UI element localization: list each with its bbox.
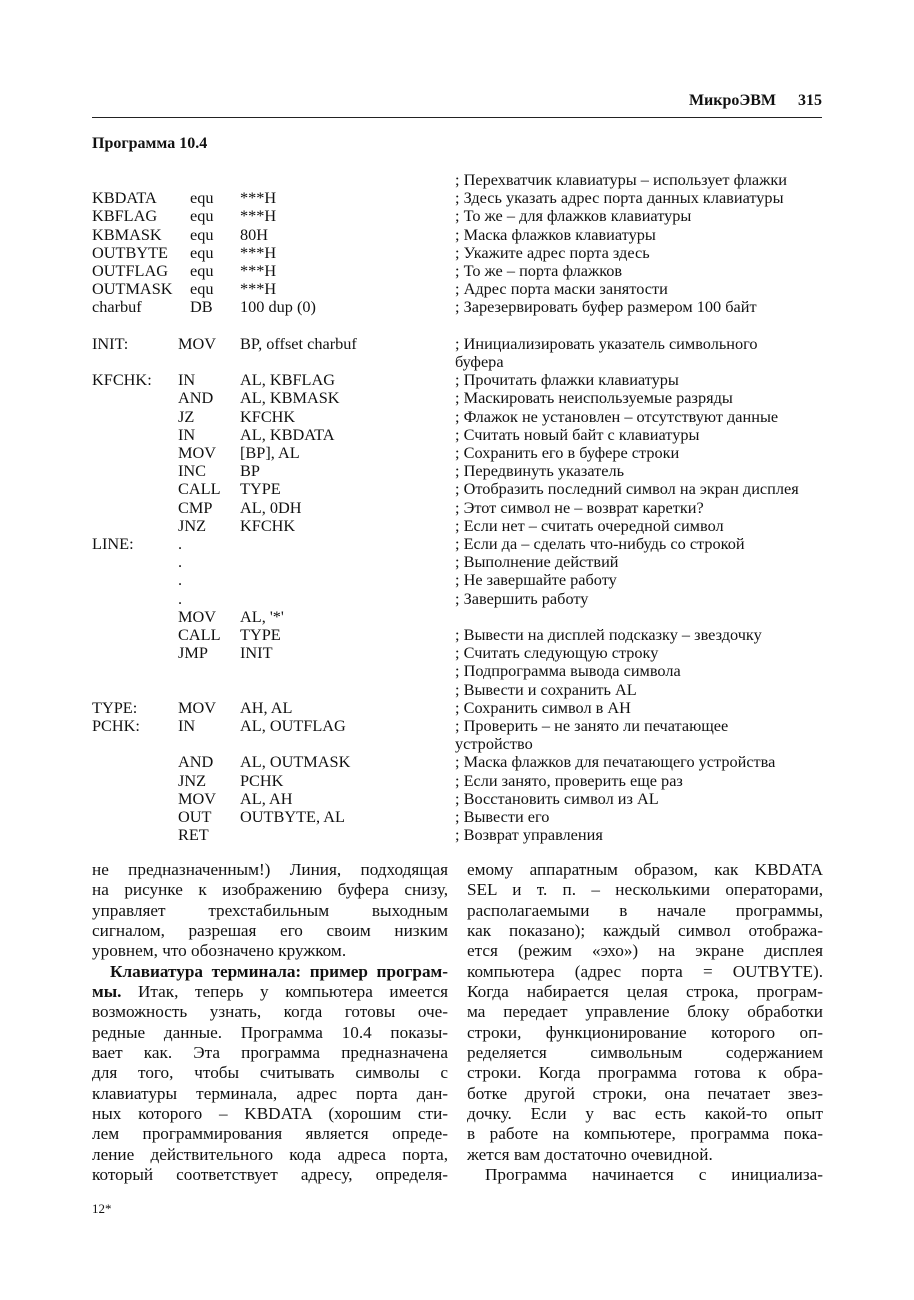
code-line xyxy=(0,535,914,553)
code-mnemonic: . xyxy=(178,570,183,590)
code-comment: ; Восстановить символ из AL xyxy=(455,788,659,808)
code-label: OUTMASK xyxy=(92,279,173,299)
text-run: клавиатуры терминала, адрес порта дан- xyxy=(92,1083,448,1103)
code-label: PCHK: xyxy=(92,716,140,735)
code-mnemonic: RET xyxy=(178,825,209,845)
code-line xyxy=(0,681,914,699)
code-mnemonic: . xyxy=(178,534,183,553)
code-comment: ; Маска флажков клавиатуры xyxy=(455,224,656,244)
code-mnemonic: CALL xyxy=(178,625,221,644)
text-line xyxy=(92,1043,448,1063)
text-run: ботке другой строки, она печатает звез- xyxy=(467,1083,823,1103)
header-rule xyxy=(92,117,822,118)
code-line xyxy=(0,462,914,480)
text-run: Когда набирается целая строка, програм- xyxy=(467,982,823,1002)
code-comment: ; Не завершайте работу xyxy=(455,570,617,590)
code-operand: [BP], AL xyxy=(240,443,300,462)
code-line xyxy=(0,590,914,608)
text-run: не предназначенным!) Линия, подходящая xyxy=(92,860,448,879)
code-mnemonic: JNZ xyxy=(178,770,207,790)
code-mnemonic: IN xyxy=(178,424,196,444)
text-run: возможность узнать, когда готовы оче- xyxy=(92,1002,448,1022)
code-mnemonic: JZ xyxy=(178,406,195,426)
code-mnemonic: . xyxy=(178,552,183,572)
text-run: ма передает управление блоку обработки xyxy=(467,1002,823,1022)
code-line xyxy=(0,517,914,535)
code-comment: ; Подпрограмма вывода символа xyxy=(455,661,681,681)
text-run: располагаемыми в начале программы, xyxy=(467,900,823,920)
code-line xyxy=(0,644,914,662)
code-line xyxy=(0,753,914,771)
code-comment: ; Вывести его xyxy=(455,807,550,826)
code-line xyxy=(0,189,914,207)
text-run: жется вам достаточно очевидной. xyxy=(467,1144,713,1164)
text-line xyxy=(467,860,823,880)
text-line xyxy=(92,1165,448,1185)
code-mnemonic: IN xyxy=(178,716,196,735)
code-operand: INIT xyxy=(240,643,273,663)
code-comment: ; Перехватчик клавиатуры – использует флажки xyxy=(455,170,787,189)
code-label: TYPE: xyxy=(92,697,138,717)
text-line xyxy=(92,901,448,921)
code-line xyxy=(0,772,914,790)
text-run: ется (режим «эхо») на экране дисплея xyxy=(467,941,823,961)
text-line xyxy=(92,880,448,900)
text-line xyxy=(92,1084,448,1104)
code-operand: BP, offset charbuf xyxy=(240,333,357,353)
code-operand: 80H xyxy=(240,224,269,244)
code-operand: ***H xyxy=(240,206,277,226)
page-number: 315 xyxy=(798,92,822,109)
text-line xyxy=(92,982,448,1002)
code-line xyxy=(0,790,914,808)
text-line xyxy=(467,962,823,982)
code-line xyxy=(0,571,914,589)
text-run: как показано); каждый символ отобража- xyxy=(467,921,823,941)
code-comment: устройство xyxy=(455,734,533,754)
code-comment: ; Прочитать флажки клавиатуры xyxy=(455,370,679,390)
code-operand: KFCHK xyxy=(240,406,296,426)
code-comment: ; Сохранить символ в AH xyxy=(455,697,631,717)
code-comment: ; Считать новый байт с клавиатуры xyxy=(455,424,700,444)
code-label: INIT: xyxy=(92,333,129,353)
text-line xyxy=(467,941,823,961)
code-mnemonic: JNZ xyxy=(178,515,207,535)
code-mnemonic: OUT xyxy=(178,807,212,826)
run-in-heading: Клавиатура терминала: пример програм- xyxy=(110,961,448,981)
text-run: уровнем, что обозначено кружком. xyxy=(92,941,347,961)
text-run: в работе на компьютере, программа пока- xyxy=(467,1124,823,1144)
text-line xyxy=(467,1145,823,1165)
code-comment: ; Отобразить последний символ на экран дисплея xyxy=(455,479,799,499)
code-operand: ***H xyxy=(240,242,277,262)
code-line xyxy=(0,499,914,517)
text-run: для того, чтобы считывать символы с xyxy=(92,1063,448,1083)
text-run: SEL и т. п. – несколькими операторами, xyxy=(467,880,823,900)
code-comment: ; Если да – сделать что-нибудь со строкой xyxy=(455,534,745,553)
code-label: charbuf xyxy=(92,297,142,317)
code-line xyxy=(0,480,914,498)
code-line xyxy=(0,444,914,462)
text-line xyxy=(92,962,448,982)
code-comment: ; То же – порта флажков xyxy=(455,261,623,280)
code-mnemonic: equ xyxy=(190,261,214,280)
text-run: редные данные. Программа 10.4 показы- xyxy=(92,1022,448,1042)
text-line xyxy=(92,860,448,880)
code-comment: ; Выполнение действий xyxy=(455,552,619,572)
text-line xyxy=(92,1145,448,1165)
code-operand: AH, AL xyxy=(240,697,293,717)
code-line xyxy=(0,298,914,316)
text-line xyxy=(92,1063,448,1083)
text-run: который соответствует адресу, определя- xyxy=(92,1165,448,1185)
text-run: управляет трехстабильным выходным xyxy=(92,900,448,920)
code-mnemonic: equ xyxy=(190,224,214,244)
code-operand: AL, KBMASK xyxy=(240,388,340,408)
running-header xyxy=(689,92,822,110)
code-line xyxy=(0,244,914,262)
code-operand: OUTBYTE, AL xyxy=(240,807,345,826)
code-line xyxy=(0,353,914,371)
code-comment: буфера xyxy=(455,352,504,371)
code-comment: ; Этот символ не – возврат каретки? xyxy=(455,497,704,517)
code-label: OUTBYTE xyxy=(92,242,168,262)
text-run: строки. Когда программа готова к обра- xyxy=(467,1063,823,1083)
code-comment: ; Маска флажков для печатающего устройства xyxy=(455,752,776,772)
text-line xyxy=(92,1023,448,1043)
code-operand: AL, '*' xyxy=(240,606,284,626)
code-operand: AL, KBDATA xyxy=(240,424,335,444)
text-line xyxy=(467,1084,823,1104)
text-line xyxy=(92,1124,448,1144)
code-mnemonic: AND xyxy=(178,752,214,772)
code-line xyxy=(0,808,914,826)
text-line xyxy=(92,1104,448,1124)
text-line xyxy=(467,1043,823,1063)
code-line xyxy=(0,426,914,444)
code-comment: ; Передвинуть указатель xyxy=(455,461,625,481)
text-line xyxy=(467,1002,823,1022)
code-mnemonic: equ xyxy=(190,206,214,226)
code-line xyxy=(0,335,914,353)
code-line xyxy=(0,408,914,426)
text-run: строки, функционирование которого оп- xyxy=(467,1022,823,1042)
code-mnemonic: MOV xyxy=(178,697,216,717)
code-line xyxy=(0,626,914,644)
code-operand: 100 dup (0) xyxy=(240,297,316,317)
code-comment: ; Маскировать неиспользуемые разряды xyxy=(455,388,733,408)
text-run: ных которого – KBDATA (хорошим сти- xyxy=(92,1104,448,1124)
program-title: Программа 10.4 xyxy=(92,135,208,152)
text-line xyxy=(92,921,448,941)
text-run: сигналом, разрешая его своим низким xyxy=(92,921,448,941)
code-operand: AL, OUTFLAG xyxy=(240,716,346,735)
text-line xyxy=(467,982,823,1002)
code-mnemonic: CMP xyxy=(178,497,213,517)
code-operand: KFCHK xyxy=(240,515,296,535)
code-comment: ; Инициализировать указатель символьного xyxy=(455,333,758,353)
code-line xyxy=(0,171,914,189)
code-line xyxy=(0,662,914,680)
code-operand: ***H xyxy=(240,261,277,280)
code-label: KBDATA xyxy=(92,188,157,208)
code-comment: ; Сохранить его в буфере строки xyxy=(455,443,680,462)
code-comment: ; Если занято, проверить еще раз xyxy=(455,770,683,790)
code-comment: ; Здесь указать адрес порта данных клавиатуры xyxy=(455,188,784,208)
code-operand: AL, 0DH xyxy=(240,497,302,517)
text-line xyxy=(467,1023,823,1043)
text-run: Программа начинается с инициализа- xyxy=(485,1165,823,1185)
code-line xyxy=(0,371,914,389)
code-mnemonic: MOV xyxy=(178,606,216,626)
signature-mark: 12* xyxy=(92,1201,112,1216)
text-line xyxy=(467,1063,823,1083)
text-run: емому аппаратным образом, как KBDATA xyxy=(467,860,823,879)
code-mnemonic: . xyxy=(178,588,183,608)
text-line xyxy=(92,1002,448,1022)
code-comment: ; Зарезервировать буфер размером 100 байт xyxy=(455,297,757,317)
text-line xyxy=(467,901,823,921)
code-operand: TYPE xyxy=(240,479,281,499)
code-mnemonic: JMP xyxy=(178,643,208,663)
code-comment: ; Адрес порта маски занятости xyxy=(455,279,668,299)
code-mnemonic: DB xyxy=(190,297,213,317)
run-in-heading: мы. xyxy=(92,982,122,1002)
code-line xyxy=(0,389,914,407)
code-mnemonic: AND xyxy=(178,388,214,408)
code-operand: TYPE xyxy=(240,625,281,644)
code-label: KFCHK: xyxy=(92,370,152,390)
code-mnemonic: CALL xyxy=(178,479,221,499)
text-run: дочку. Если у вас есть какой-то опыт xyxy=(467,1104,823,1124)
text-run: Итак, теперь у компьютера имеется xyxy=(121,982,448,1002)
code-operand: AL, OUTMASK xyxy=(240,752,351,772)
code-line xyxy=(0,207,914,225)
code-mnemonic: equ xyxy=(190,279,214,299)
text-run: ление действительного кода адреса порта, xyxy=(92,1144,448,1164)
text-run: ределяется символьным содержанием xyxy=(467,1043,823,1063)
code-comment: ; Флажок не установлен – отсутствуют данные xyxy=(455,406,779,426)
text-line xyxy=(467,921,823,941)
text-line xyxy=(467,1124,823,1144)
code-line xyxy=(0,717,914,735)
code-label: KBMASK xyxy=(92,224,162,244)
text-run: лем программирования является опреде- xyxy=(92,1124,448,1144)
code-mnemonic: INC xyxy=(178,461,207,481)
code-comment: ; Укажите адрес порта здесь xyxy=(455,242,650,262)
code-line xyxy=(0,226,914,244)
text-line xyxy=(467,1104,823,1124)
code-mnemonic: equ xyxy=(190,188,214,208)
code-operand: ***H xyxy=(240,188,277,208)
code-comment: ; То же – для флажков клавиатуры xyxy=(455,206,692,226)
code-label: KBFLAG xyxy=(92,206,158,226)
text-run: вает как. Эта программа предназначена xyxy=(92,1043,448,1063)
code-label: LINE: xyxy=(92,534,134,553)
code-mnemonic: equ xyxy=(190,242,214,262)
code-line xyxy=(0,280,914,298)
code-comment: ; Если нет – считать очередной символ xyxy=(455,515,724,535)
code-operand: ***H xyxy=(240,279,277,299)
text-line xyxy=(92,941,448,961)
code-line xyxy=(0,553,914,571)
running-title: МикроЭВМ xyxy=(688,92,776,109)
code-line xyxy=(0,735,914,753)
text-run: на рисунке к изображению буфера снизу, xyxy=(92,880,448,900)
text-line xyxy=(467,880,823,900)
text-run: компьютера (адрес порта = OUTBYTE). xyxy=(467,961,823,981)
code-line xyxy=(0,317,914,335)
left-text-column xyxy=(92,860,448,1186)
code-comment: ; Завершить работу xyxy=(455,588,589,608)
code-mnemonic: IN xyxy=(178,370,196,390)
code-comment: ; Возврат управления xyxy=(455,825,603,845)
code-operand: AL, AH xyxy=(240,788,293,808)
code-mnemonic: MOV xyxy=(178,788,216,808)
code-comment: ; Вывести и сохранить AL xyxy=(455,679,637,699)
code-operand: AL, KBFLAG xyxy=(240,370,335,390)
code-comment: ; Считать следующую строку xyxy=(455,643,659,663)
code-operand: BP xyxy=(240,461,260,481)
code-line xyxy=(0,826,914,844)
text-line xyxy=(467,1165,823,1185)
code-label: OUTFLAG xyxy=(92,261,168,280)
right-text-column xyxy=(467,860,823,1186)
code-operand: PCHK xyxy=(240,770,284,790)
code-comment: ; Проверить – не занято ли печатающее xyxy=(455,716,729,735)
code-mnemonic: MOV xyxy=(178,443,216,462)
code-line xyxy=(0,262,914,280)
code-line xyxy=(0,699,914,717)
code-line xyxy=(0,608,914,626)
code-mnemonic: MOV xyxy=(178,333,216,353)
code-comment: ; Вывести на дисплей подсказку – звездочку xyxy=(455,625,762,644)
